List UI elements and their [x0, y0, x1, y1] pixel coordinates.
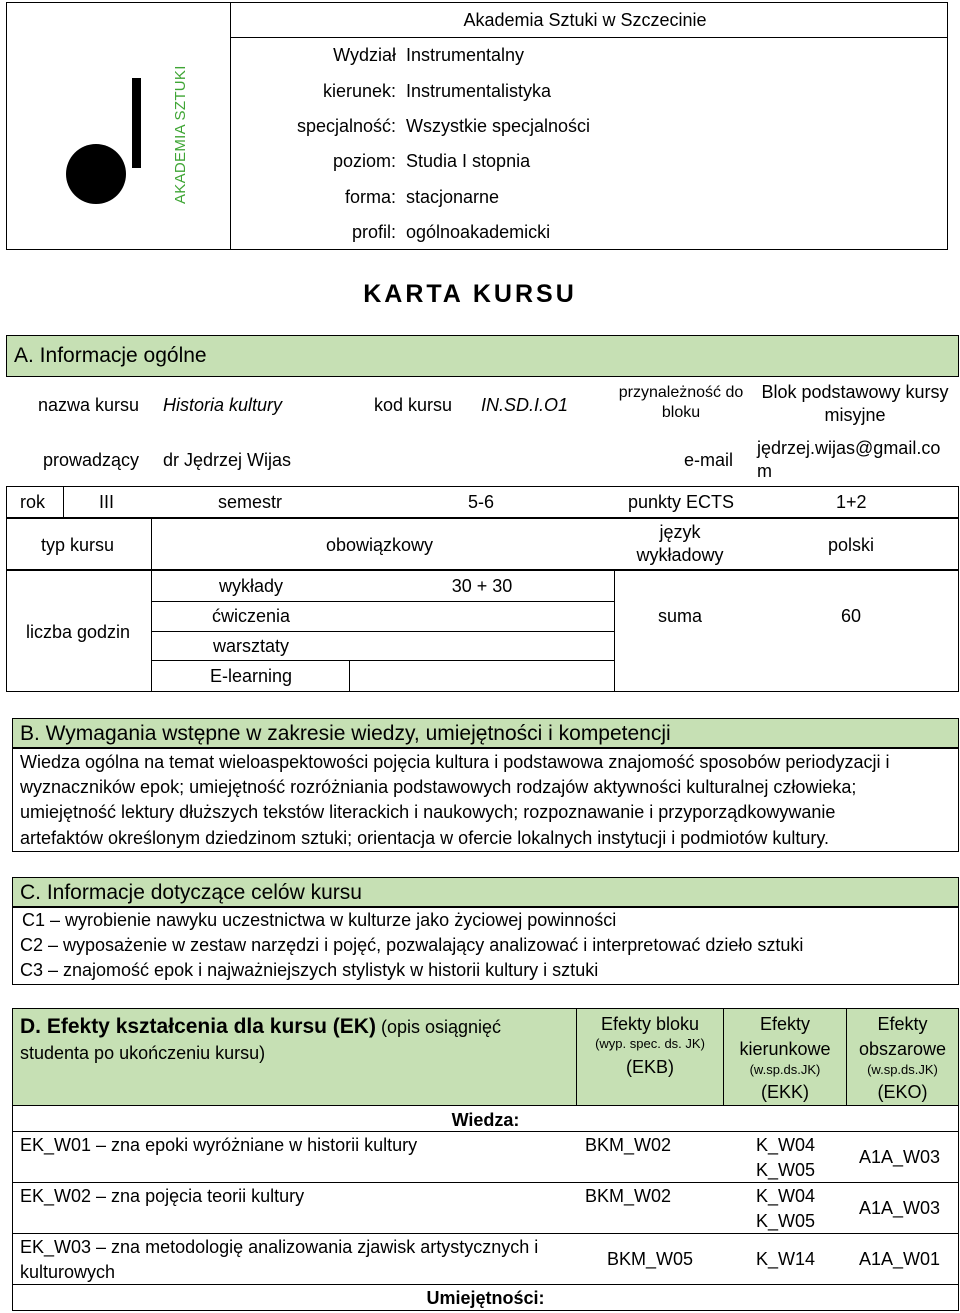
- section-d-heading: [20, 1014, 501, 1040]
- ekb-title: Efekty bloku: [600, 1014, 700, 1034]
- header-label-faculty: Wydział: [333, 45, 396, 65]
- hours-exercise-label: ćwiczenia: [211, 606, 291, 626]
- header-underline: [230, 37, 948, 38]
- email-label: e-mail: [684, 450, 734, 470]
- header-label-form: forma:: [344, 187, 396, 207]
- ek-w01-ekk-1: K_W04: [756, 1135, 816, 1155]
- skills-label: Umiejętności:: [426, 1288, 545, 1308]
- header-label-field: kierunek:: [322, 81, 396, 101]
- d-row1-bottom: [12, 1182, 959, 1183]
- eko-note: (w.sp.ds.JK): [867, 1062, 938, 1077]
- ekk-abbr: (EKK): [760, 1082, 809, 1102]
- course-code: IN.SD.I.O1: [481, 395, 569, 415]
- section-c-heading: C. Informacje dotyczące celów kursu: [20, 881, 362, 904]
- ek-w01-ekb: BKM_W02: [585, 1135, 672, 1155]
- ek-w03-ekb: BKM_W05: [607, 1249, 694, 1269]
- section-a-heading: A. Informacje ogólne: [14, 344, 207, 367]
- hours-workshop-label: warsztaty: [212, 636, 290, 656]
- ek-w03-text-1: EK_W03 – zna metodologię analizowania zjawisk artystycznych i: [20, 1237, 539, 1257]
- course-type-divider: [151, 518, 152, 570]
- section-d-heading-bold: D. Efekty kształcenia dla kursu (EK): [20, 1015, 376, 1038]
- block-belonging-label: przynależność do bloku: [618, 384, 744, 421]
- requirements-line-1: Wiedza ogólna na temat wieloaspektowości pojęcia kultura i podstawowa znajomość sposobów periodyzacji i: [20, 752, 890, 772]
- ek-w02-ekk-2: K_W05: [756, 1211, 816, 1231]
- hours-elearning-label: E-learning: [209, 666, 293, 686]
- header-label-profile: profil:: [351, 222, 396, 242]
- section-b-heading: B. Wymagania wstępne w zakresie wiedzy, umiejętności i kompetencji: [20, 722, 671, 745]
- semester-label: semestr: [218, 492, 283, 512]
- header-value-specialty: Wszystkie specjalności: [406, 116, 591, 136]
- ekb-note: (wyp. spec. ds. JK): [595, 1036, 705, 1051]
- year-divider: [63, 486, 64, 518]
- hours-divider-right: [614, 570, 615, 692]
- eko-title-1: Efekty: [877, 1014, 928, 1034]
- ek-w01-text: EK_W01 – zna epoki wyróżniane w historii kultury: [20, 1135, 418, 1155]
- year-value: III: [99, 492, 115, 512]
- knowledge-label: Wiedza:: [451, 1110, 520, 1130]
- course-type-value: obowiązkowy: [326, 535, 434, 555]
- logo-text: AKADEMIA SZTUKI: [172, 65, 189, 204]
- goal-c3: C3 – znajomość epok i najważniejszych stylistyk w historii kultury i sztuki: [20, 960, 599, 980]
- requirements-line-4: artefaktów określonym dziedzinom sztuki; orientacja w ofercie lokalnych instytucji i podmiotów kultury.: [20, 828, 829, 848]
- ek-w01-ekk-2: K_W05: [756, 1160, 816, 1180]
- page-title: KARTA KURSU: [363, 280, 577, 308]
- ects-label: punkty ECTS: [628, 492, 735, 512]
- ek-w03-ekk-1: K_W14: [756, 1249, 816, 1269]
- d-knowledge-bottom: [12, 1131, 959, 1132]
- header-label-specialty: specjalność:: [296, 116, 396, 136]
- email-value[interactable]: [757, 437, 955, 482]
- d-head-bottom: [12, 1105, 959, 1106]
- ects-value: 1+2: [836, 492, 867, 512]
- teacher-name: dr Jędrzej Wijas: [163, 450, 292, 470]
- language-value: polski: [828, 535, 875, 555]
- header-value-faculty: Instrumentalny: [406, 45, 525, 65]
- ek-w02-ekk-1: K_W04: [756, 1186, 816, 1206]
- section-d-heading-line2: studenta po ukończeniu kursu): [20, 1043, 266, 1063]
- hours-lecture-value: 30 + 30: [451, 576, 513, 596]
- year-label: rok: [20, 492, 46, 512]
- sum-label: suma: [658, 606, 703, 626]
- section-d-heading-rest: (opis osiągnięć: [375, 1017, 502, 1037]
- course-name: Historia kultury: [163, 395, 283, 415]
- eko-title-2: obszarowe: [858, 1039, 947, 1059]
- ekk-title-1: Efekty: [759, 1014, 811, 1034]
- language-label: język wykładowy: [636, 522, 724, 565]
- course-name-label: nazwa kursu: [38, 395, 140, 415]
- ek-w03-eko: A1A_W01: [859, 1249, 941, 1269]
- d-row2-bottom: [12, 1233, 959, 1234]
- d-row3-bottom: [12, 1284, 959, 1285]
- ek-w03-text-2: kulturowych: [20, 1262, 116, 1282]
- hours-lecture-label: wykłady: [218, 576, 284, 596]
- header-value-field: Instrumentalistyka: [406, 81, 552, 101]
- institution-name: Akademia Sztuki w Szczecinie: [463, 10, 707, 30]
- header-divider: [230, 2, 231, 250]
- hours-line-1: [151, 601, 614, 602]
- course-type-label: typ kursu: [41, 535, 115, 555]
- ek-w02-text: EK_W02 – zna pojęcia teorii kultury: [20, 1186, 305, 1206]
- ek-w01-eko: A1A_W03: [859, 1147, 941, 1167]
- email-text[interactable]: jędrzej.wijas@gmail.co m: [757, 438, 941, 481]
- semester-value: 5-6: [468, 492, 495, 512]
- hours-line-3: [151, 660, 614, 661]
- hours-line-2: [151, 631, 614, 632]
- header-value-level: Studia I stopnia: [406, 151, 531, 171]
- ek-w02-ekb: BKM_W02: [585, 1186, 672, 1206]
- sum-value: 60: [841, 606, 862, 626]
- requirements-line-2: wyznaczników epok; umiejętność rozróżniania podstawowych rodzajów aktywności kulturalnej człowieka;: [20, 777, 857, 797]
- ek-w02-eko: A1A_W03: [859, 1198, 941, 1218]
- course-type-row: [6, 518, 959, 570]
- ekk-title-2: kierunkowe: [739, 1039, 831, 1059]
- course-code-label: kod kursu: [374, 395, 453, 415]
- eko-abbr: (EKO): [877, 1082, 928, 1102]
- header-value-profile: ogólnoakademicki: [406, 222, 551, 242]
- block-value: Blok podstawowy kursy misyjne: [761, 382, 949, 425]
- header-label-level: poziom:: [332, 151, 396, 171]
- ekk-note: (w.sp.ds.JK): [749, 1062, 821, 1077]
- requirements-line-3: umiejętność lektury dłuższych tekstów literackich i naukowych; rozpoznawanie i przyporządkowywanie: [20, 802, 836, 822]
- hours-label: liczba godzin: [26, 622, 131, 642]
- teacher-label: prowadzący: [43, 450, 140, 470]
- goal-c2: C2 – wyposażenie w zestaw narzędzi i pojęć, pozwalający analizować i interpretować dzieło sztuki: [20, 935, 804, 955]
- ekb-abbr: (EKB): [625, 1057, 674, 1077]
- goal-c1: C1 – wyrobienie nawyku uczestnictwa w kulturze jako życiowej powinności: [22, 910, 617, 930]
- header-value-form: stacjonarne: [406, 187, 500, 207]
